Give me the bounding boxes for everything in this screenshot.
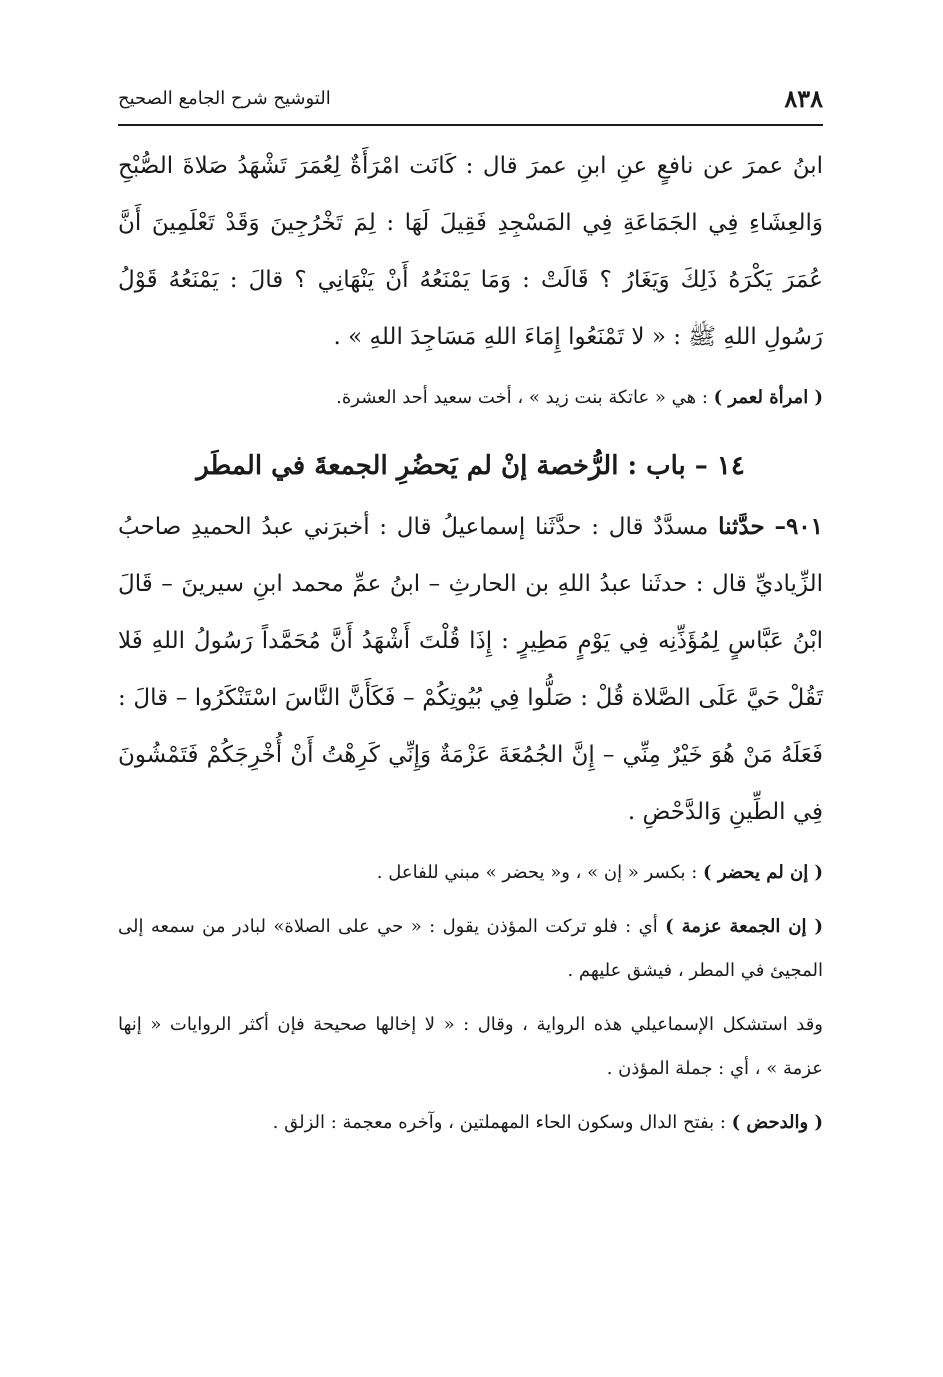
commentary-term: ( والدحض ) <box>731 1112 823 1133</box>
commentary-text: : هي « عاتكة بنت زيد » ، أخت سعيد أحد العشرة. <box>336 387 714 408</box>
commentary-paragraph <box>118 851 823 895</box>
commentary-paragraph <box>118 1003 823 1091</box>
hadith-continuation <box>118 138 823 366</box>
commentary-text: وقد استشكل الإسماعيلي هذه الرواية ، وقال : « لا إخالها صحيحة فإن أكثر الروايات « إنها عزمة » ، أي : جملة المؤذن . <box>118 1014 823 1079</box>
hadith-paragraph <box>118 498 823 841</box>
commentary-paragraph <box>118 376 823 420</box>
chapter-title: ١٤ – باب : الرُّخصة إنْ لم يَحضُرِ الجمعةَ في المطَر <box>196 451 745 481</box>
commentary-term: ( إن الجمعة عزمة ) <box>665 916 823 937</box>
commentary-term: ( امرأة لعمر ) <box>713 387 823 408</box>
hadith-opening: حدَّثنا <box>718 513 765 540</box>
hadith-text: مسدَّدٌ قال : حدَّثَنا إسماعيلُ قال : أخبرَني عبدُ الحميدِ صاحبُ الزِّياديِّ قال : حدثَنا عبدُ اللهِ بن الحارثِ – ابنُ عمِّ محمد ابنِ سيرينَ – قَالَ ابْنُ عَبَّاسٍ لِمُؤَذِّنِه فِي يَوْمٍ مَطِيرٍ : إِذَا قُلْتَ أَشْهَدُ أَنَّ مُحَمَّداً رَسُولُ اللهِ فَلا تَقُلْ حَيَّ عَلَى الصَّلاة قُلْ : صَلُّوا فِي بُيُوتِكُمْ – فَكَأَنَّ النَّاسَ اسْتَنْكَرُوا – قالَ : فَعَلَهُ مَنْ هُوَ خَيْرٌ مِنِّي – إِنَّ الجُمُعَةَ عَزْمَةٌ وَإِنِّي كَرِهْتُ أَنْ أُخْرِجَكُمْ فَتَمْشُونَ فِي الطِّينِ وَالدَّحْضِ . <box>118 514 823 825</box>
running-title: التوشيح شرح الجامع الصحيح <box>118 88 331 109</box>
page-number: ٨٣٨ <box>784 84 823 113</box>
commentary-text: أي : فلو تركت المؤذن يقول : « حي على الصلاة» لبادر من سمعه إلى المجيئ في المطر ، فيشق عليهم . <box>118 916 823 981</box>
page-header <box>118 80 823 126</box>
commentary-term: ( إن لم يحضر ) <box>703 862 823 883</box>
hadith-number: ٩٠١– <box>774 513 823 540</box>
book-page <box>118 80 823 1317</box>
page-body <box>118 138 823 1145</box>
commentary-paragraph <box>118 905 823 993</box>
commentary-paragraph <box>118 1101 823 1145</box>
commentary-text: : بفتح الدال وسكون الحاء المهملتين ، وآخره معجمة : الزلق . <box>272 1112 732 1133</box>
hadith-continuation-text: ابنُ عمرَ عن نافعٍ عنِ ابنِ عمرَ قال : كَانَت امْرَأَةٌ لِعُمَرَ تَشْهَدُ صَلاةَ الصُّبْحِ وَالعِشَاءِ فِي الجَمَاعَةِ فِي المَسْجِدِ فَقِيلَ لَهَا : لِمَ تَخْرُجِينَ وَقَدْ تَعْلَمِينَ أَنَّ عُمَرَ يَكْرَهُ ذَلِكَ وَيَغَارُ ؟ قَالَتْ : وَمَا يَمْنَعُهُ أَنْ يَنْهَانِي ؟ قالَ : يَمْنَعُهُ قَوْلُ رَسُولِ اللهِ ﷺ : « لا تَمْنَعُوا إِمَاءَ اللهِ مَسَاجِدَ اللهِ » . <box>118 153 823 350</box>
commentary-text: : بكسر « إن » ، و« يحضر » مبني للفاعل . <box>376 862 704 883</box>
